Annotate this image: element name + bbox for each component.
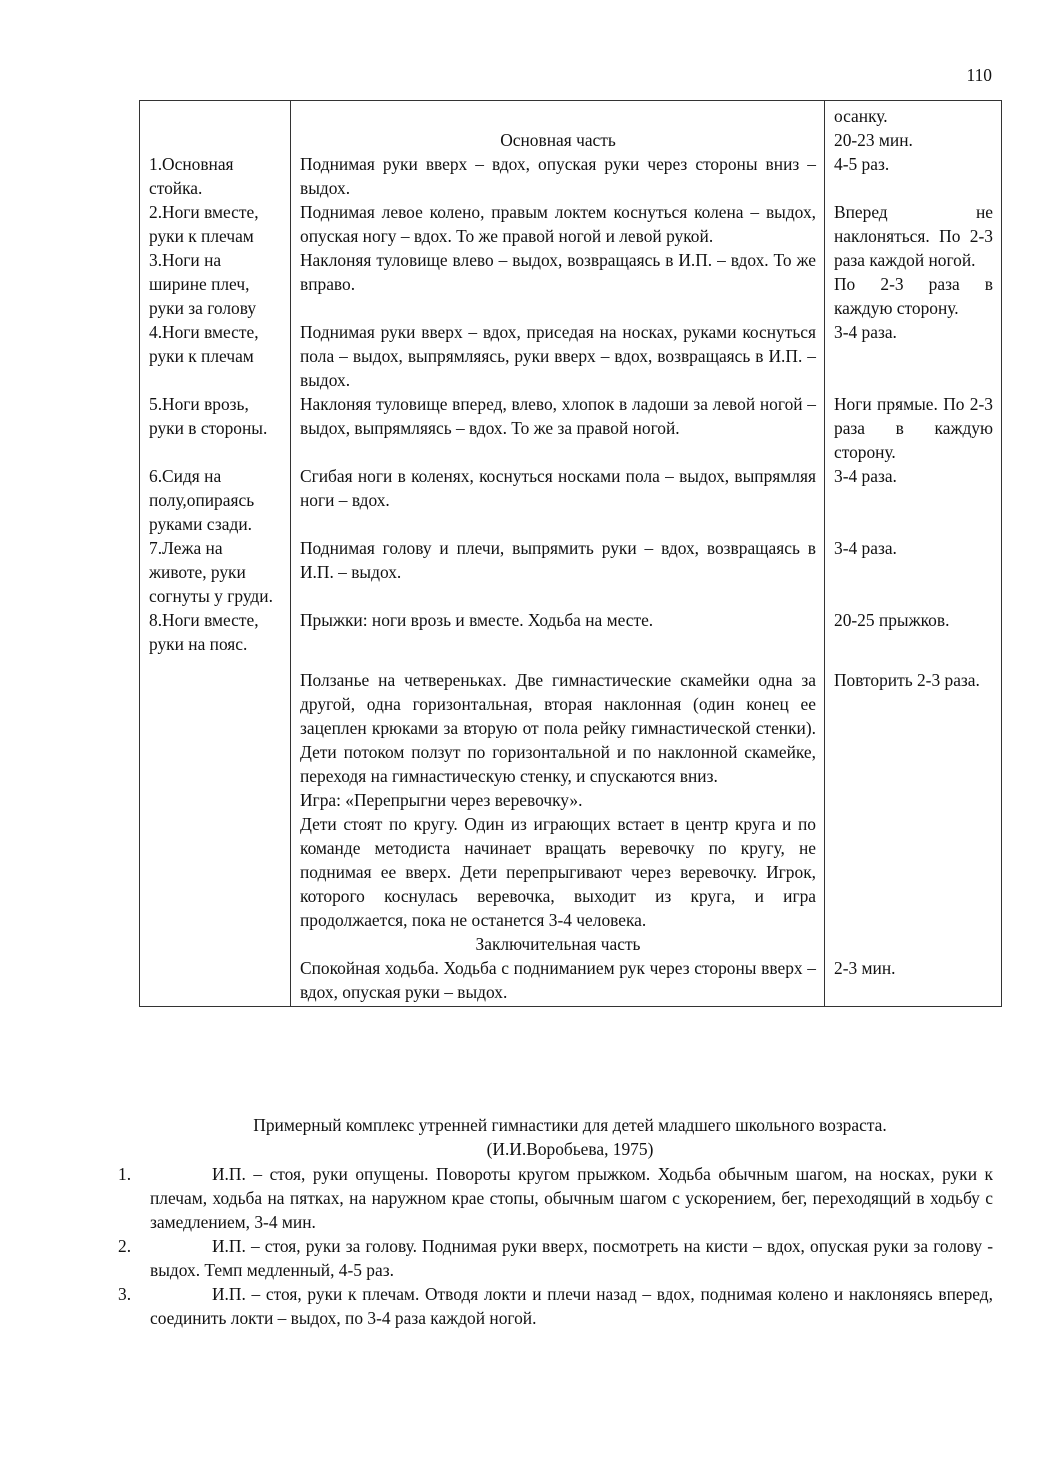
content-cell: Наклоняя туловище вперед, влево, хлопок в ладоши за левой ногой – выдох, выпрямляясь – вдох. То же за правой ногой.: [291, 392, 825, 464]
note-text: 20-23 мин.: [834, 130, 913, 150]
list-item: [118, 1162, 993, 1234]
list-item-text: И.П. – стоя, руки опущены. Повороты кругом прыжком. Ходьба обычным шагом, на носках, руки к плечам, ходьба на пятках, на наружном крае стопы, обычным шагом с ускорением, бег, переходящий в ходьбу с замедлением, 3-4 мин.: [150, 1164, 993, 1232]
complex-caption: [139, 1113, 1001, 1161]
content-cell: Спокойная ходьба. Ходьба с подниманием рук через стороны вверх – вдох, опуская руки – выдох.: [291, 956, 825, 1007]
note-cell: [825, 101, 1002, 153]
section-heading-main: Основная часть: [500, 130, 616, 150]
table-row: [140, 656, 1002, 956]
note-cell: 2-3 мин.: [825, 956, 1002, 1007]
content-cell: Поднимая руки вверх – вдох, приседая на носках, руками коснуться пола – выдох, выпрямляясь, руки вверх – вдох, возвращаясь в И.П. – выдох.: [291, 320, 825, 392]
list-item-number: 3.: [118, 1284, 132, 1304]
start-position-cell: 6.Сидя на полу,опираясь руками сзади.: [140, 464, 291, 536]
table-row: [140, 536, 1002, 608]
crawling-exercise-text: Ползанье на четвереньках. Две гимнастические скамейки одна за другой, одна горизонтальная, вторая наклонная (один конец ее зацеплен крюками за вторую от пола рейку гимнастической стенки). Дети потоком ползут по горизонтальной и по наклонной скамейке, переходя на гимнастическую стенку, и спускаются вниз.: [300, 670, 816, 786]
note-cell: [825, 656, 1002, 956]
content-cell: Прыжки: ноги врозь и вместе. Ходьба на месте.: [291, 608, 825, 656]
note-cell: 3-4 раза.: [825, 320, 1002, 392]
exercise-table: [139, 100, 1002, 1007]
exercise-list: [118, 1162, 993, 1330]
content-cell: [291, 656, 825, 956]
start-position-cell: 3.Ноги на ширине плеч, руки за голову: [140, 248, 291, 320]
note-cell: 4-5 раз.: [825, 152, 1002, 200]
table-row: [140, 464, 1002, 536]
content-cell: Наклоняя туловище влево – выдох, возвращаясь в И.П. – вдох. То же вправо.: [291, 248, 825, 320]
note-cell: Ноги прямые. По 2-3 раза в каждую сторону.: [825, 392, 1002, 464]
page-number: 110: [966, 65, 992, 85]
note-cell: 3-4 раза.: [825, 464, 1002, 536]
list-item: [118, 1282, 993, 1330]
content-cell: Поднимая голову и плечи, выпрямить руки – вдох, возвращаясь в И.П. – выдох.: [291, 536, 825, 608]
note-text: Повторить 2-3 раза.: [834, 670, 980, 690]
start-position-cell: 2.Ноги вместе, руки к плечам: [140, 200, 291, 248]
note-cell: 20-25 прыжков.: [825, 608, 1002, 656]
table-row: [140, 152, 1002, 200]
list-item-text: И.П. – стоя, руки к плечам. Отводя локти и плечи назад – вдох, поднимая колено и наклоняясь вперед, соединить локти – выдох, по 3-4 раза каждой ногой.: [150, 1284, 993, 1328]
game-description: Дети стоят по кругу. Один из играющих встает в центр круга и по команде методиста начинает вращать веревочку по кругу, не поднимая ее вверх. Дети перепрыгивают через веревочку. Игрок, которого коснулась веревочка, выходит из круга, и игра продолжается, пока не останется 3-4 человека.: [300, 814, 816, 930]
note-cell: 3-4 раза.: [825, 536, 1002, 608]
table-row: [140, 320, 1002, 392]
caption-author: (И.И.Воробьева, 1975): [486, 1139, 654, 1159]
start-position-cell: 5.Ноги врозь, руки в стороны.: [140, 392, 291, 464]
start-position-cell: [140, 101, 291, 153]
table-row: [140, 608, 1002, 656]
start-position-cell: 4.Ноги вместе, руки к плечам: [140, 320, 291, 392]
note-text: Вперед не наклоняться. По 2-3 раза каждой ногой.: [834, 202, 993, 270]
list-item: [118, 1234, 993, 1282]
list-item-number: 1.: [118, 1164, 132, 1184]
start-position-cell: 1.Основная стойка.: [140, 152, 291, 200]
content-cell: Сгибая ноги в коленях, коснуться носками пола – выдох, выпрямляя ноги – вдох.: [291, 464, 825, 536]
content-cell: [291, 101, 825, 153]
start-position-cell: [140, 656, 291, 956]
list-item-number: 2.: [118, 1236, 132, 1256]
note-cell: [825, 200, 1002, 320]
start-position-cell: 7.Лежа на животе, руки согнуты у груди.: [140, 536, 291, 608]
table-row: [140, 956, 1002, 1007]
table-row: [140, 200, 1002, 248]
table-row: [140, 101, 1002, 153]
start-position-cell: [140, 956, 291, 1007]
list-item-text: И.П. – стоя, руки за голову. Поднимая руки вверх, посмотреть на кисти – вдох, опуская руки за голову - выдох. Темп медленный, 4-5 раз.: [150, 1236, 993, 1280]
content-cell: Поднимая левое колено, правым локтем коснуться колена – выдох, опуская ногу – вдох. То же правой ногой и левой рукой.: [291, 200, 825, 248]
note-text: По 2-3 раза в каждую сторону.: [834, 274, 993, 318]
game-title: Игра: «Перепрыгни через веревочку».: [300, 790, 583, 810]
note-text: осанку.: [834, 106, 888, 126]
content-cell: Поднимая руки вверх – вдох, опуская руки через стороны вниз – выдох.: [291, 152, 825, 200]
table-row: [140, 392, 1002, 464]
start-position-cell: 8.Ноги вместе, руки на пояс.: [140, 608, 291, 656]
section-heading-final: Заключительная часть: [475, 934, 641, 954]
caption-title: Примерный комплекс утренней гимнастики для детей младшего школьного возраста.: [253, 1115, 887, 1135]
